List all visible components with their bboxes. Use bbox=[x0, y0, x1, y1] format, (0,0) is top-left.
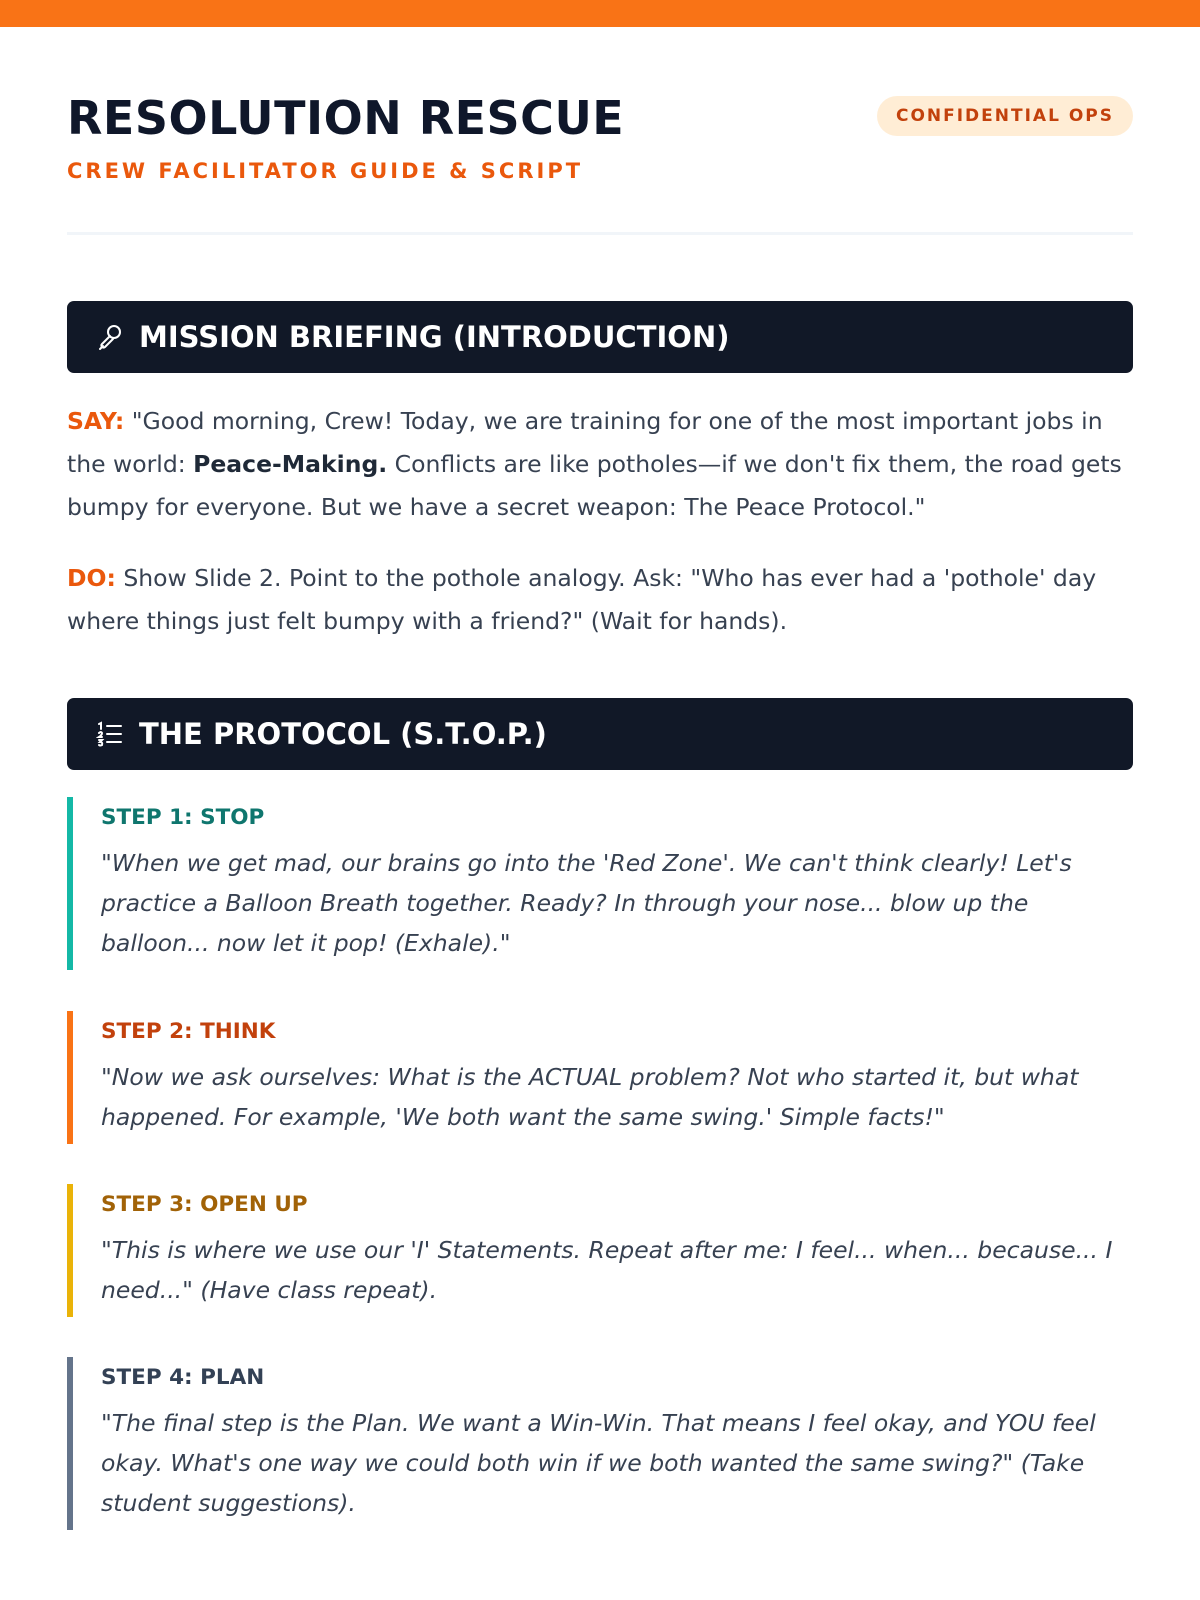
do-text: Show Slide 2. Point to the pothole analogy. Ask: "Who has ever had a 'pothole' day where things just felt bumpy with a friend?" (Wait for hands). bbox=[67, 564, 1097, 635]
page-header bbox=[67, 27, 1133, 235]
step-title: STEP 2: THINK bbox=[101, 1019, 276, 1044]
step-title: STEP 1: STOP bbox=[101, 805, 265, 830]
say-text: "Good morning, Crew! Today, we are training for one of the most important jobs in the world: bbox=[67, 407, 1103, 478]
step-script: "When we get mad, our brains go into the 'Red Zone'. We can't think clearly! Let's practice a Balloon Breath together. Ready? In through your nose... blow up the balloon... now let it pop! (Exhale)." bbox=[101, 849, 1072, 957]
section-title: MISSION BRIEFING (INTRODUCTION) bbox=[139, 320, 730, 354]
step-title: STEP 3: OPEN UP bbox=[101, 1192, 308, 1217]
step-title: STEP 4: PLAN bbox=[101, 1365, 265, 1390]
step-script: "This is where we use our 'I' Statements. Repeat after me: I feel... when... because... I need..." (Have class repeat). bbox=[101, 1236, 1113, 1304]
protocol-step-1 bbox=[67, 797, 1133, 970]
section-title: THE PROTOCOL (S.T.O.P.) bbox=[139, 717, 547, 751]
section-header-mission-briefing bbox=[67, 301, 1133, 373]
do-label: DO: bbox=[67, 564, 116, 592]
microphone-icon bbox=[96, 322, 126, 352]
guide-page bbox=[67, 27, 1133, 1517]
section-header-protocol bbox=[67, 698, 1133, 770]
protocol-step-3 bbox=[67, 1184, 1133, 1317]
page-title: RESOLUTION RESCUE bbox=[67, 91, 625, 145]
top-accent-bar bbox=[0, 0, 1200, 27]
protocol-step-2 bbox=[67, 1011, 1133, 1144]
say-text-continued: Conflicts are like potholes—if we don't fix them, the road gets bumpy for everyone. But we have a secret weapon: The Peace Protocol." bbox=[67, 450, 1122, 521]
say-emphasis: Peace-Making. bbox=[193, 450, 388, 478]
step-script: "The final step is the Plan. We want a Win-Win. That means I feel okay, and YOU feel okay. What's one way we could both win if we both wanted the same swing?" (Take student suggestions). bbox=[101, 1409, 1096, 1517]
step-script: "Now we ask ourselves: What is the ACTUAL problem? Not who started it, but what happened. For example, 'We both want the same swing.' Simple facts!" bbox=[101, 1063, 1079, 1131]
page-subtitle: CREW FACILITATOR GUIDE & SCRIPT bbox=[67, 159, 584, 183]
numbered-list-icon bbox=[96, 719, 126, 749]
protocol-step-4 bbox=[67, 1357, 1133, 1530]
say-label: SAY: bbox=[67, 407, 125, 435]
confidential-badge: CONFIDENTIAL OPS bbox=[877, 96, 1133, 136]
do-paragraph bbox=[67, 557, 1133, 643]
say-paragraph bbox=[67, 400, 1133, 529]
